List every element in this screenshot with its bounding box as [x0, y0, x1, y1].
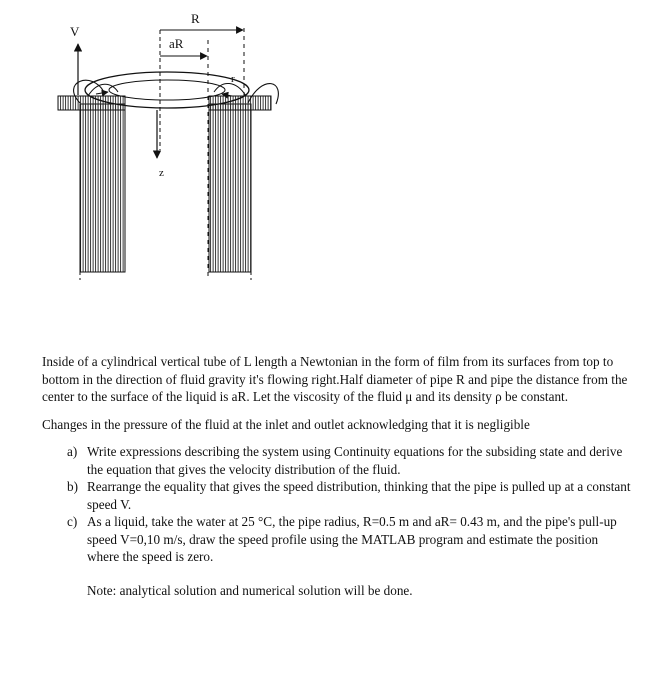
task-text: Rearrange the equality that gives the speed distribution, thinking that the pipe is pulled up at a constant speed V. [87, 479, 631, 512]
r-small-label: r [231, 73, 235, 85]
right-tube-wall [209, 104, 251, 272]
r-capital-label: R [191, 11, 200, 26]
cylindrical-tube-figure [0, 0, 666, 300]
task-item-a [42, 443, 632, 478]
left-flange [58, 96, 125, 110]
left-flow-arrow [96, 92, 108, 94]
intro-paragraph: Inside of a cylindrical vertical tube of L length a Newtonian in the form of film from its surfaces from top to bottom in the direction of fluid gravity it's flowing right.Half diameter of pipe R and pipe the distance from the center to the surface of the liquid is aR. Let the viscosity of the fluid μ and its density ρ be constant. [42, 354, 628, 404]
pressure-paragraph: Changes in the pressure of the fluid at the inlet and outlet acknowledging that it is negligible [42, 416, 530, 432]
task-text: As a liquid, take the water at 25 °C, the pipe radius, R=0.5 m and aR= 0.43 m, and the pipe's pull-up speed V=0,10 m/s, draw the speed profile using the MATLAB program and estimate the position where the speed is zero. [87, 514, 617, 564]
task-list [42, 443, 632, 566]
task-item-b [42, 478, 632, 513]
task-text: Write expressions describing the system using Continuity equations for the subsiding state and derive the equation that gives the velocity distribution of the fluid. [87, 444, 623, 477]
ar-label: aR [169, 36, 184, 51]
task-item-c [42, 513, 632, 566]
v-label: V [70, 24, 80, 39]
note-line: Note: analytical solution and numerical solution will be done. [87, 582, 413, 598]
task-mark: c) [67, 514, 78, 529]
task-mark: a) [67, 444, 78, 459]
task-mark: b) [67, 479, 78, 494]
tube-opening [85, 72, 249, 108]
problem-statement [42, 353, 632, 599]
left-tube-wall [80, 104, 125, 272]
z-label: z [159, 167, 164, 179]
